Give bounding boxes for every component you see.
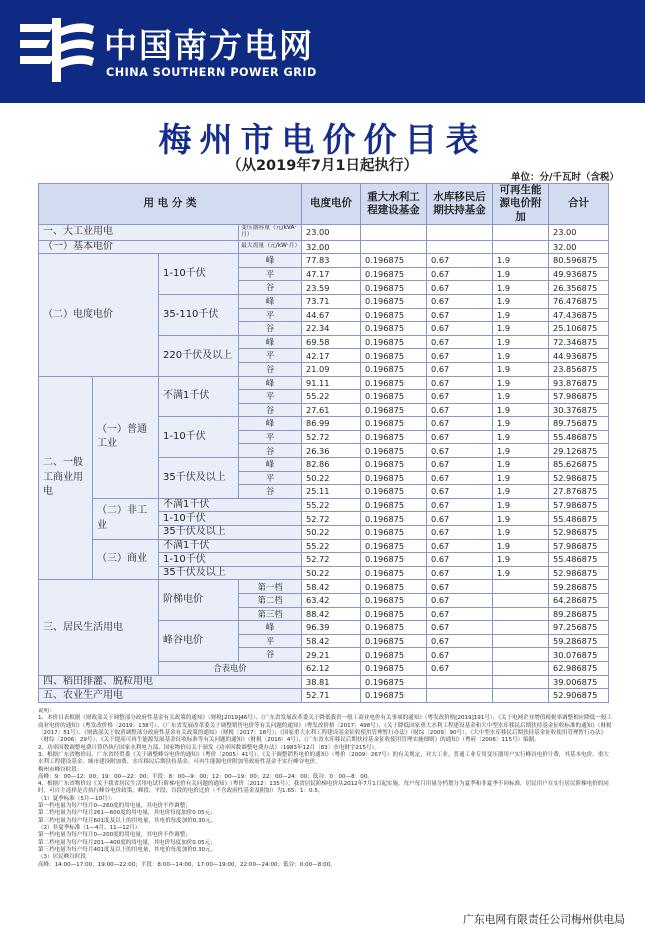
cell-value: 57.986875 — [549, 390, 609, 404]
cell-value: 1.9 — [493, 458, 549, 472]
cell-value: 0.67 — [427, 539, 493, 553]
note-line: 4、根据广东省物价局《关于我省居民生活用电试行阶梯电价有关问题的通知》（粤价〔2012〕135号），我省居民阶梯电价从2012年7月1日起实施。每户每月用量分档划分为夏季和非夏季不同标准，居民用户在实行居民阶梯电价的同时，可自主选择是否执行峰谷电价政策，峰段、平段、谷段的电价比价（不含政府性基金及附加）为1.65：1：0.5。 — [38, 781, 609, 795]
cell-value: 55.22 — [302, 390, 361, 404]
brand-name-cn: 中国南方电网 — [104, 26, 314, 65]
cell-value: 52.71 — [302, 689, 361, 703]
cell-value: 1.9 — [493, 471, 549, 485]
tou-flat-label: 平 — [239, 471, 302, 485]
tou-flat-label: 平 — [239, 430, 302, 444]
header-fund-water: 重大水利工程建设基金 — [361, 184, 427, 225]
cell-value: 0.67 — [427, 648, 493, 662]
row-label-tiered-price: 阶梯电价 — [159, 580, 239, 621]
cell-value: 0.196875 — [361, 675, 427, 689]
table-row — [39, 675, 609, 689]
tou-peak-label: 峰 — [239, 294, 302, 308]
cell-value: 29.21 — [302, 648, 361, 662]
table-row — [39, 254, 609, 268]
cell-value: 89.286875 — [549, 607, 609, 621]
cell-value: 0.196875 — [361, 444, 427, 458]
cell-value: 1.9 — [493, 267, 549, 281]
tou-valley-label: 谷 — [239, 281, 302, 295]
header-banner — [0, 0, 645, 103]
voltage-label: 1-10千伏 — [159, 553, 302, 567]
cell-value: 25.106875 — [549, 322, 609, 336]
cell-value: 0.67 — [427, 444, 493, 458]
cell-value: 0.196875 — [361, 471, 427, 485]
header-category: 用 电 分 类 — [39, 184, 302, 225]
header-fund-renewable: 可再生能源电价附加 — [493, 184, 549, 225]
cell-value: 58.42 — [302, 634, 361, 648]
cell-value: 0.67 — [427, 566, 493, 580]
cell-value: 97.256875 — [549, 621, 609, 635]
cell-value: 1.9 — [493, 335, 549, 349]
cell-value: 85.626875 — [549, 458, 609, 472]
cell-total: 23.00 — [549, 225, 609, 241]
cell-value: 23.59 — [302, 281, 361, 295]
cell-value — [427, 689, 493, 703]
cell-value: 0.196875 — [361, 403, 427, 417]
cell-value: 47.436875 — [549, 308, 609, 322]
tou-peak-label: 峰 — [239, 621, 302, 635]
cell-value: 0.196875 — [361, 308, 427, 322]
note-line: （1）夏季标准（5月—10月）： — [38, 795, 116, 802]
note-line: 梅州市峰谷时段： — [38, 766, 83, 773]
cell-value: 0.67 — [427, 553, 493, 567]
cell-value: 0.196875 — [361, 526, 427, 540]
cell-value: 0.196875 — [361, 349, 427, 363]
cell-value — [493, 634, 549, 648]
header-price: 电度电价 — [302, 184, 361, 225]
tou-flat-label: 平 — [239, 634, 302, 648]
cell-value: 69.58 — [302, 335, 361, 349]
cell-value: 0.196875 — [361, 322, 427, 336]
cell-value: 1.9 — [493, 485, 549, 499]
cell-value: 59.286875 — [549, 634, 609, 648]
cell-value: 0.67 — [427, 471, 493, 485]
note-line: 1、本价目表根据《财政部关于调整部分政府性基金有关政策的通知》（财税[2019]46号）、《广东省发展改革委关于降低我省一般工商业电价有关事项的通知》（粤发改价格[2019]191号）、《关于电网企业增值税税率调整相应降低一般工商业电价的通知》（粤发改价格〔2019〕138号）、《广东省发展改革委关于调整销售电价等有关问题的通知》（粤发改价格〔2017〕498号）、《关于降低国家重大水利工程建设基金和大中型水库移民后期扶持基金征收标准的通知》（财税〔2017〕51号）、《财政部关于取消调整部分政府性基金有关政策的通知》（财税〔2017〕18号）、《国家重大水利工程建设基金征收使用管理暂行办法》（财综〔2009〕90号）、《大中型水库移民后期扶持基金征收使用管理暂行办法》（财综〔2006〕29号）、《关于提高可再生能源发展基金征收标准等有关问题的通知》（财税〔2016〕4号）、《广东省水库移民后期扶持基金征收使用管理实施细则》的通知》（粤府〔2006〕115号）编制。 — [38, 715, 612, 744]
note-line: 第一档电量为每户每月0—260度的用电量，其电价不作调整； — [38, 803, 191, 810]
capacity-note: 变压器容量（元/kVA·月） — [239, 225, 302, 241]
empty-cell — [361, 225, 427, 241]
note-line: 第三档电量为每户每月601度及以上的用电量，其电价每度加价0.30元。 — [38, 817, 217, 824]
cell-value: 0.196875 — [361, 254, 427, 268]
row-label-agriculture: 五、农业生产用电 — [39, 689, 302, 703]
tou-peak-label: 峰 — [239, 376, 302, 390]
cell-value: 55.486875 — [549, 512, 609, 526]
cell-value: 0.67 — [427, 308, 493, 322]
cell-value: 0.67 — [427, 281, 493, 295]
cell-value: 0.196875 — [361, 634, 427, 648]
cell-value: 0.196875 — [361, 485, 427, 499]
price-table — [38, 183, 609, 703]
tou-valley-label: 谷 — [239, 403, 302, 417]
cell-value: 49.936875 — [549, 267, 609, 281]
row-label-energy-price: （二）电度电价 — [39, 254, 159, 376]
tou-peak-label: 峰 — [239, 458, 302, 472]
cell-value — [493, 689, 549, 703]
cell-value: 23.856875 — [549, 362, 609, 376]
cell-value: 0.67 — [427, 349, 493, 363]
row-label-meter-price: 合表电价 — [159, 661, 302, 675]
cell-value: 1.9 — [493, 526, 549, 540]
cell-value: 55.486875 — [549, 553, 609, 567]
cell-value: 42.17 — [302, 349, 361, 363]
note-line: （3）居民峰谷时段 — [38, 854, 86, 861]
cell-value: 0.196875 — [361, 458, 427, 472]
cell-value: 0.67 — [427, 526, 493, 540]
voltage-label: 1-10千伏 — [159, 512, 302, 526]
cell-value: 50.22 — [302, 471, 361, 485]
note-line: 3、根据广东省物价局、广东省经贸委《关于调整峰谷电价的通知》（粤价〔2005〕41号）、《关于调整销售电价的通知》（粤价〔2009〕267号）的有关规定，对大工业，普通工业专用变压器用户实行峰谷电价计费，其基本电价、重大水利工程建设基金、城市建设附加费、水库移民后期扶持基金、可再生能源电价附加等政府性基金不实行峰谷电价。 — [38, 751, 609, 766]
voltage-label: 35千伏及以上 — [159, 566, 302, 580]
cell-value: 22.34 — [302, 322, 361, 336]
tier-label: 第三档 — [239, 607, 302, 621]
cell-value: 62.986875 — [549, 661, 609, 675]
cell-value: 0.196875 — [361, 362, 427, 376]
tou-flat-label: 平 — [239, 308, 302, 322]
cell-value: 1.9 — [493, 498, 549, 512]
note-line: 2、功率因数调整电费计算仍执行国家水利电力部、国家物价局关于颁发《功率因数调整电费办法》（1983年12月〔83〕水电财字215号）。 — [38, 744, 380, 751]
cell-value: 21.09 — [302, 362, 361, 376]
cell-value — [493, 594, 549, 608]
tou-valley-label: 谷 — [239, 362, 302, 376]
cell-value: 89.756875 — [549, 417, 609, 431]
cell-value: 0.196875 — [361, 417, 427, 431]
cell-value: 1.9 — [493, 390, 549, 404]
cell-value: 1.9 — [493, 539, 549, 553]
cell-value: 0.67 — [427, 322, 493, 336]
cell-value: 29.126875 — [549, 444, 609, 458]
cell-value: 0.67 — [427, 512, 493, 526]
header-total: 合计 — [549, 184, 609, 225]
cell-value: 1.9 — [493, 294, 549, 308]
cell-value: 0.67 — [427, 294, 493, 308]
footer-issuer: 广东电网有限责任公司梅州供电局 — [463, 913, 625, 926]
tier-label: 第二档 — [239, 594, 302, 608]
table-row — [39, 689, 609, 703]
cell-value: 0.196875 — [361, 539, 427, 553]
notes-section — [38, 708, 613, 908]
cell-value: 0.67 — [427, 390, 493, 404]
table-row — [39, 376, 609, 390]
cell-total: 32.00 — [549, 240, 609, 254]
cell-value: 1.9 — [493, 308, 549, 322]
empty-cell — [493, 225, 549, 241]
empty-cell — [427, 240, 493, 254]
note-line: 说明： — [38, 708, 55, 714]
cell-value: 52.72 — [302, 430, 361, 444]
brand-name-en: CHINA SOUTHERN POWER GRID — [106, 66, 317, 79]
cell-value: 52.986875 — [549, 566, 609, 580]
cell-value: 1.9 — [493, 254, 549, 268]
row-label-basic-price: （一）基本电价 — [39, 240, 239, 254]
cell-value: 82.86 — [302, 458, 361, 472]
cell-value: 0.67 — [427, 267, 493, 281]
cell-value: 1.9 — [493, 322, 549, 336]
cell-value: 1.9 — [493, 376, 549, 390]
cell-value: 72.346875 — [549, 335, 609, 349]
tou-peak-label: 峰 — [239, 417, 302, 431]
cell-value: 0.196875 — [361, 580, 427, 594]
cell-value: 27.61 — [302, 403, 361, 417]
cell-value: 0.67 — [427, 594, 493, 608]
cell-value: 1.9 — [493, 362, 549, 376]
cell-value: 63.42 — [302, 594, 361, 608]
cell-value — [493, 661, 549, 675]
cell-value: 0.67 — [427, 335, 493, 349]
row-label-normal-industry: （一）普通工业 — [93, 376, 159, 498]
cell-value: 30.376875 — [549, 403, 609, 417]
tou-flat-label: 平 — [239, 349, 302, 363]
cell-value: 0.196875 — [361, 376, 427, 390]
demand-note: 最大需量（元/kW·月） — [239, 240, 302, 254]
voltage-lt1kv: 不满1千伏 — [159, 376, 239, 417]
cell-value: 0.196875 — [361, 648, 427, 662]
cell-value: 52.986875 — [549, 526, 609, 540]
cell-value: 57.986875 — [549, 498, 609, 512]
cell-value: 80.596875 — [549, 254, 609, 268]
cell-value — [493, 607, 549, 621]
cell-value: 0.67 — [427, 485, 493, 499]
cell-value: 0.196875 — [361, 512, 427, 526]
cell-value: 0.196875 — [361, 430, 427, 444]
voltage-1-10kv: 1-10千伏 — [159, 417, 239, 458]
row-label-general-commercial: 二、一般工商业用电 — [39, 376, 93, 580]
cell-value: 1.9 — [493, 403, 549, 417]
cell-value: 86.99 — [302, 417, 361, 431]
cell-value: 1.9 — [493, 553, 549, 567]
cell-value — [493, 648, 549, 662]
row-label-large-industry: 一、大工业用电 — [39, 225, 239, 241]
table-row — [39, 580, 609, 594]
cell-value: 0.67 — [427, 498, 493, 512]
cell-value: 77.83 — [302, 254, 361, 268]
cell-value: 91.11 — [302, 376, 361, 390]
row-label-commercial: （三）商业 — [93, 539, 159, 580]
cell-value: 26.356875 — [549, 281, 609, 295]
voltage-35-110kv: 35-110千伏 — [159, 294, 239, 335]
row-label-resident: 三、居民生活用电 — [39, 580, 159, 675]
cell-value: 55.22 — [302, 539, 361, 553]
cell-value: 0.196875 — [361, 390, 427, 404]
tier-label: 第一档 — [239, 580, 302, 594]
note-line: 高峰：14:00—17:00，19:00—22:00；平段：8:00—14:00，17:00—19:00，22:00—24:00；低谷：0:00—8:00。 — [38, 861, 336, 868]
cell-value: 0.196875 — [361, 594, 427, 608]
cell-value: 52.72 — [302, 553, 361, 567]
cell-value: 55.22 — [302, 498, 361, 512]
cell-value: 0.196875 — [361, 661, 427, 675]
cell-value: 0.196875 — [361, 498, 427, 512]
cell-value: 25.11 — [302, 485, 361, 499]
table-row — [39, 539, 609, 553]
cell-value — [493, 580, 549, 594]
tou-valley-label: 谷 — [239, 648, 302, 662]
cell-value: 0.67 — [427, 458, 493, 472]
cell-value: 64.286875 — [549, 594, 609, 608]
effective-date: （从2019年7月1日起执行） — [226, 158, 419, 174]
row-label-non-industry: （二）非工业 — [93, 498, 159, 539]
cell-value: 1.9 — [493, 281, 549, 295]
cell-value: 0.67 — [427, 254, 493, 268]
empty-cell — [493, 240, 549, 254]
cell-value: 0.196875 — [361, 607, 427, 621]
voltage-1-10kv: 1-10千伏 — [159, 254, 239, 295]
cell-value: 0.196875 — [361, 553, 427, 567]
cell-value: 0.196875 — [361, 689, 427, 703]
cell-value: 30.076875 — [549, 648, 609, 662]
cell-value: 0.196875 — [361, 335, 427, 349]
cell-value: 44.936875 — [549, 349, 609, 363]
cell-value: 52.72 — [302, 512, 361, 526]
table-row — [39, 240, 609, 254]
note-line: 第二档电量为每户每月201—400度的用电量，其电价每度加价0.05元； — [38, 839, 216, 846]
cell-value: 1.9 — [493, 349, 549, 363]
cell-value: 52.986875 — [549, 471, 609, 485]
cell-price: 32.00 — [302, 240, 361, 254]
cell-value: 0.196875 — [361, 267, 427, 281]
cell-value: 1.9 — [493, 566, 549, 580]
note-line: 第二档电量为每户每月261—600度的用电量，其电价每度加价0.05元； — [38, 810, 216, 817]
row-label-tou-price: 峰谷电价 — [159, 621, 239, 662]
unit-label: 单位：分/千瓦时（含税） — [511, 172, 619, 183]
tou-peak-label: 峰 — [239, 335, 302, 349]
table-row — [39, 225, 609, 241]
voltage-220kv: 220千伏及以上 — [159, 335, 239, 376]
cell-value: 38.81 — [302, 675, 361, 689]
cell-value: 0.67 — [427, 661, 493, 675]
note-line: 高峰：9：00—12：00；19：00—22：00；平段：8：00—9：00；12：00—19：00；22：00—24：00；低谷：0：00—8：00。 — [38, 773, 373, 780]
tou-flat-label: 平 — [239, 390, 302, 404]
cell-value: 88.42 — [302, 607, 361, 621]
cell-value: 0.196875 — [361, 566, 427, 580]
cell-value: 62.12 — [302, 661, 361, 675]
page-title: 梅州市电价价目表 — [158, 120, 487, 159]
voltage-label: 不满1千伏 — [159, 498, 302, 512]
tou-valley-label: 谷 — [239, 444, 302, 458]
power-grid-logo-icon — [14, 14, 98, 86]
cell-value: 0.196875 — [361, 294, 427, 308]
voltage-35kv-up: 35千伏及以上 — [159, 458, 239, 499]
cell-value: 59.286875 — [549, 580, 609, 594]
tou-flat-label: 平 — [239, 267, 302, 281]
cell-value: 76.476875 — [549, 294, 609, 308]
tou-valley-label: 谷 — [239, 322, 302, 336]
cell-value: 39.006875 — [549, 675, 609, 689]
table-row — [39, 498, 609, 512]
cell-value: 1.9 — [493, 512, 549, 526]
cell-value: 0.196875 — [361, 281, 427, 295]
note-line: （2）非夏季标准（1—4月、11—12月）： — [38, 825, 144, 831]
cell-value — [493, 621, 549, 635]
cell-value: 73.71 — [302, 294, 361, 308]
note-line: 第一档电量为每户每月0—200度的用电量，其电价不作调整； — [38, 832, 191, 839]
cell-value: 50.22 — [302, 566, 361, 580]
cell-value: 0.67 — [427, 580, 493, 594]
cell-value: 0.67 — [427, 362, 493, 376]
cell-value: 93.876875 — [549, 376, 609, 390]
cell-value — [493, 675, 549, 689]
cell-value: 0.196875 — [361, 621, 427, 635]
empty-cell — [361, 240, 427, 254]
cell-value: 1.9 — [493, 444, 549, 458]
tou-peak-label: 峰 — [239, 254, 302, 268]
note-line: 第三档电量为每户每月401度及以上的用电量，其电价每度加价0.30元。 — [38, 846, 217, 853]
cell-value: 52.906875 — [549, 689, 609, 703]
empty-cell — [427, 225, 493, 241]
cell-value: 26.36 — [302, 444, 361, 458]
table-header-row — [39, 184, 609, 225]
header-fund-reservoir: 水库移民后期扶持基金 — [427, 184, 493, 225]
cell-value: 0.67 — [427, 430, 493, 444]
cell-value: 0.67 — [427, 634, 493, 648]
cell-value: 0.67 — [427, 376, 493, 390]
cell-value: 57.986875 — [549, 539, 609, 553]
cell-value: 1.9 — [493, 417, 549, 431]
cell-value: 27.876875 — [549, 485, 609, 499]
cell-value: 96.39 — [302, 621, 361, 635]
cell-price: 23.00 — [302, 225, 361, 241]
cell-value: 0.67 — [427, 417, 493, 431]
voltage-label: 35千伏及以上 — [159, 526, 302, 540]
cell-value — [427, 675, 493, 689]
cell-value: 55.486875 — [549, 430, 609, 444]
cell-value: 47.17 — [302, 267, 361, 281]
cell-value: 50.22 — [302, 526, 361, 540]
cell-value: 0.67 — [427, 621, 493, 635]
cell-value: 0.67 — [427, 403, 493, 417]
cell-value: 1.9 — [493, 430, 549, 444]
cell-value: 0.67 — [427, 607, 493, 621]
cell-value: 58.42 — [302, 580, 361, 594]
row-label-irrigation: 四、稻田排灌、脱粒用电 — [39, 675, 302, 689]
tou-valley-label: 谷 — [239, 485, 302, 499]
cell-value: 44.67 — [302, 308, 361, 322]
voltage-label: 不满1千伏 — [159, 539, 302, 553]
